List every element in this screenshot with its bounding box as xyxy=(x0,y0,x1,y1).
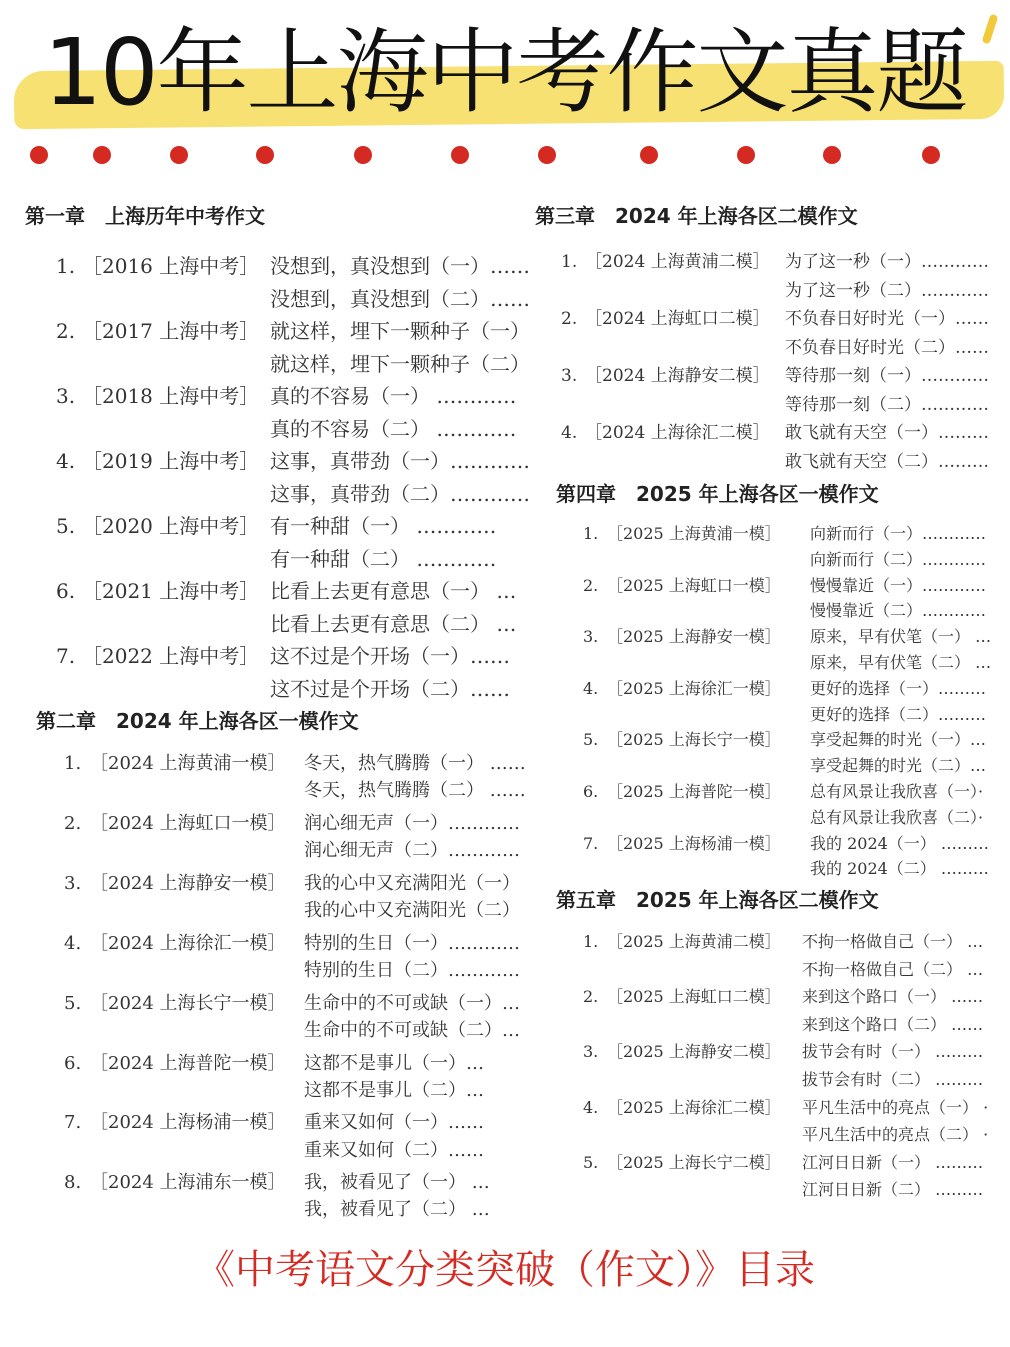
entry-source: ［2024 上海黄浦一模］ xyxy=(90,753,286,774)
chapter-heading xyxy=(25,202,265,230)
essay-title-1: 不拘一格做自己（一） … xyxy=(802,932,984,951)
toc-entry[interactable] xyxy=(583,1149,1005,1204)
essay-title-1: 来到这个路口（一） …… xyxy=(802,987,984,1007)
entry-number: 2. xyxy=(583,575,599,595)
essay-title-1: 这都不是事儿（一）… xyxy=(304,1052,484,1074)
entry-number: 1. xyxy=(64,753,82,774)
red-dot xyxy=(640,146,658,164)
entry-source: ［2025 上海黄浦二模］ xyxy=(607,932,781,951)
entry-number: 3. xyxy=(561,366,578,386)
essay-title-2: 更好的选择（二）……… xyxy=(810,704,987,724)
entry-number: 2. xyxy=(583,987,599,1007)
essay-title-1: 有一种甜（一） ………… xyxy=(270,514,497,538)
entry-source: ［2025 上海徐汇二模］ xyxy=(607,1097,781,1117)
toc-entry[interactable] xyxy=(583,573,1005,625)
essay-title-2: 为了这一秒（二）………… xyxy=(785,280,989,301)
essay-title-2: 享受起舞的时光（二）… xyxy=(810,756,987,776)
entry-number: 3. xyxy=(583,1042,599,1062)
entry-number: 4. xyxy=(583,678,599,698)
essay-title-2: 真的不容易（二） ………… xyxy=(270,416,517,441)
entry-number: 1. xyxy=(583,524,599,543)
essay-title-1: 没想到，真没想到（一）…… xyxy=(270,254,530,278)
toc-entry[interactable] xyxy=(561,305,1005,362)
toc-entry[interactable] xyxy=(583,676,1005,728)
essay-title-2: 向新而行（二）………… xyxy=(810,549,987,569)
entry-number: 2. xyxy=(64,812,82,834)
entry-number: 3. xyxy=(56,384,76,408)
essay-title-2: 特别的生日（二）………… xyxy=(304,959,520,981)
essay-title-1: 平凡生活中的亮点（一） · xyxy=(802,1097,989,1117)
toc-entry[interactable] xyxy=(583,928,1005,983)
toc-entry[interactable] xyxy=(561,248,1005,305)
entry-number: 4. xyxy=(561,423,578,443)
entry-number: 6. xyxy=(56,579,76,603)
essay-title-1: 为了这一秒（一）………… xyxy=(785,252,989,272)
essay-title-2: 这不过是个开场（二）…… xyxy=(270,676,510,701)
red-dot xyxy=(354,146,372,164)
entry-source: ［2021 上海中考］ xyxy=(82,579,260,603)
essay-title-1: 拔节会有时（一） ……… xyxy=(802,1042,984,1062)
red-dot xyxy=(170,146,188,164)
chapter-heading xyxy=(556,886,879,914)
essay-title-2: 慢慢靠近（二）………… xyxy=(810,601,987,621)
entry-number: 5. xyxy=(583,1152,599,1172)
red-dot xyxy=(93,146,111,164)
chapter-label: 第五章 xyxy=(556,888,616,912)
entry-number: 1. xyxy=(583,932,599,951)
entry-source: ［2019 上海中考］ xyxy=(82,449,260,473)
essay-title-2: 不拘一格做自己（二） … xyxy=(802,959,984,979)
essay-title-2: 拔节会有时（二） ……… xyxy=(802,1069,984,1089)
entry-source: ［2024 上海杨浦一模］ xyxy=(90,1112,286,1134)
essay-title-2: 润心细无声（二）………… xyxy=(304,840,520,862)
toc-entry[interactable] xyxy=(583,1094,1005,1149)
essay-title-2: 我，被看见了（二） … xyxy=(304,1199,490,1221)
essay-title-1: 润心细无声（一）………… xyxy=(304,812,520,834)
entry-source: ［2022 上海中考］ xyxy=(82,644,260,668)
entry-number: 4. xyxy=(583,1097,599,1117)
entry-source: ［2024 上海虹口二模］ xyxy=(585,309,770,329)
entry-source: ［2024 上海黄浦二模］ xyxy=(585,252,770,272)
essay-title-1: 江河日日新（一） ……… xyxy=(802,1152,984,1172)
entry-source: ［2025 上海静安一模］ xyxy=(607,627,781,647)
entry-number: 7. xyxy=(64,1112,82,1134)
footer-caption: 《中考语文分类突破（作文）》目录 xyxy=(195,1247,815,1293)
entry-number: 3. xyxy=(583,627,599,647)
entry-source: ［2025 上海虹口一模］ xyxy=(607,575,781,595)
toc-entry[interactable] xyxy=(583,983,1005,1038)
essay-title-2: 这都不是事儿（二）… xyxy=(304,1079,484,1101)
essay-title-1: 这事，真带劲（一）………… xyxy=(270,449,530,473)
red-dot xyxy=(538,146,556,164)
header xyxy=(0,0,1010,180)
toc-entry[interactable] xyxy=(583,521,1005,573)
entry-source: ［2024 上海静安一模］ xyxy=(90,872,286,894)
essay-title-1: 敢飞就有天空（一）……… xyxy=(785,423,989,443)
entry-source: ［2016 上海中考］ xyxy=(82,254,260,278)
essay-title-2: 就这样，埋下一颗种子（二） xyxy=(270,351,530,376)
entry-number: 4. xyxy=(56,449,76,473)
entry-number: 1. xyxy=(56,254,76,278)
essay-title-1: 不负春日好时光（一）…… xyxy=(785,309,989,329)
essay-title-1: 享受起舞的时光（一）… xyxy=(810,730,987,750)
essay-title-1: 原来，早有伏笔（一） … xyxy=(810,627,992,647)
toc-entry[interactable] xyxy=(583,624,1005,676)
red-dot-row xyxy=(30,146,960,166)
toc-entry[interactable] xyxy=(583,1038,1005,1093)
entry-source: ［2025 上海黄浦一模］ xyxy=(607,524,781,543)
page-title: 10年上海中考作文真题 xyxy=(43,19,967,126)
essay-title-2: 我的心中又充满阳光（二） xyxy=(304,899,520,921)
toc-entry[interactable] xyxy=(583,831,1005,883)
red-dot xyxy=(823,146,841,164)
essay-title-1: 生命中的不可或缺（一）… xyxy=(304,992,520,1014)
red-dot xyxy=(256,146,274,164)
entry-source: ［2025 上海长宁一模］ xyxy=(607,730,781,750)
red-dot xyxy=(451,146,469,164)
chapter-label: 第四章 xyxy=(556,482,616,506)
chapter-label: 第一章 xyxy=(25,204,85,228)
chapter-title: 上海历年中考作文 xyxy=(105,204,265,228)
entry-number: 7. xyxy=(56,644,76,668)
essay-title-2: 比看上去更有意思（二） … xyxy=(270,611,517,636)
essay-title-2: 原来，早有伏笔（二） … xyxy=(810,652,992,672)
essay-title-1: 冬天，热气腾腾（一） …… xyxy=(304,753,526,774)
entry-source: ［2020 上海中考］ xyxy=(82,514,260,538)
toc-entry[interactable] xyxy=(583,727,1005,779)
essay-title-2: 有一种甜（二） ………… xyxy=(270,546,497,571)
entry-number: 3. xyxy=(64,872,82,894)
chapter-title: 2025 年上海各区一模作文 xyxy=(636,482,879,506)
chapter-label: 第三章 xyxy=(535,204,595,228)
essay-title-1: 比看上去更有意思（一） … xyxy=(270,579,517,603)
essay-title-1: 总有风景让我欣喜（一）· xyxy=(810,782,984,801)
chapter-heading xyxy=(556,480,879,508)
essay-title-2: 江河日日新（二） ……… xyxy=(802,1180,984,1200)
chapter-label: 第二章 xyxy=(36,709,96,733)
essay-title-1: 这不过是个开场（一）…… xyxy=(270,644,510,668)
chapter-title: 2025 年上海各区二模作文 xyxy=(636,888,879,912)
essay-title-1: 更好的选择（一）……… xyxy=(810,678,987,698)
essay-title-1: 等待那一刻（一）………… xyxy=(785,366,989,386)
chapter-heading xyxy=(36,707,359,735)
entry-number: 2. xyxy=(56,319,76,343)
entry-source: ［2025 上海徐汇一模］ xyxy=(607,678,781,698)
essay-title-1: 特别的生日（一）………… xyxy=(304,932,520,954)
essay-title-2: 生命中的不可或缺（二）… xyxy=(304,1019,520,1041)
essay-title-2: 不负春日好时光（二）…… xyxy=(785,337,989,358)
essay-title-2: 平凡生活中的亮点（二） · xyxy=(802,1125,989,1145)
red-dot xyxy=(737,146,755,164)
entry-source: ［2024 上海长宁一模］ xyxy=(90,992,286,1014)
red-dot xyxy=(30,146,48,164)
entry-source: ［2025 上海杨浦一模］ xyxy=(607,833,781,853)
essay-title-2: 敢飞就有天空（二）……… xyxy=(785,451,989,472)
entry-number: 8. xyxy=(64,1172,82,1194)
chapter-title: 2024 年上海各区一模作文 xyxy=(116,709,359,733)
entry-source: ［2025 上海静安二模］ xyxy=(607,1042,781,1062)
essay-title-2: 重来又如何（二）…… xyxy=(304,1139,484,1161)
entry-source: ［2017 上海中考］ xyxy=(82,319,260,343)
essay-title-1: 我的 2024（一） ……… xyxy=(810,833,989,853)
entry-source: ［2024 上海虹口一模］ xyxy=(90,812,286,834)
entry-number: 2. xyxy=(561,309,578,329)
entry-number: 6. xyxy=(64,1052,82,1074)
entry-number: 5. xyxy=(583,730,599,750)
entry-source: ［2024 上海徐汇二模］ xyxy=(585,423,770,443)
essay-title-1: 慢慢靠近（一）………… xyxy=(810,575,987,595)
essay-title-2: 等待那一刻（二）………… xyxy=(785,394,989,415)
essay-title-1: 就这样，埋下一颗种子（一） xyxy=(270,319,530,343)
entry-source: ［2024 上海浦东一模］ xyxy=(90,1172,286,1194)
entry-number: 1. xyxy=(561,252,578,272)
essay-title-1: 我，被看见了（一） … xyxy=(304,1172,490,1194)
essay-title-2: 总有风景让我欣喜（二）· xyxy=(810,807,984,827)
chapter-title: 2024 年上海各区二模作文 xyxy=(615,204,858,228)
entry-number: 4. xyxy=(64,932,82,954)
essay-title-1: 向新而行（一）………… xyxy=(810,524,987,543)
red-dot xyxy=(922,146,940,164)
essay-title-1: 我的心中又充满阳光（一） xyxy=(304,872,520,894)
entry-source: ［2018 上海中考］ xyxy=(82,384,260,408)
toc-entry[interactable] xyxy=(583,779,1005,831)
entry-number: 7. xyxy=(583,833,599,853)
entry-source: ［2025 上海普陀一模］ xyxy=(607,782,781,801)
toc-entry[interactable] xyxy=(561,419,1005,476)
essay-title-1: 真的不容易（一） ………… xyxy=(270,384,517,408)
entry-source: ［2024 上海静安二模］ xyxy=(585,366,770,386)
essay-title-2: 冬天，热气腾腾（二） …… xyxy=(304,780,526,802)
essay-title-2: 没想到，真没想到（二）…… xyxy=(270,286,530,311)
toc-entry[interactable] xyxy=(561,362,1005,419)
entry-source: ［2024 上海普陀一模］ xyxy=(90,1052,286,1074)
entry-number: 6. xyxy=(583,782,599,801)
entry-source: ［2025 上海虹口二模］ xyxy=(607,987,781,1007)
essay-title-2: 这事，真带劲（二）………… xyxy=(270,481,530,506)
entry-source: ［2025 上海长宁二模］ xyxy=(607,1152,781,1172)
essay-title-2: 来到这个路口（二） …… xyxy=(802,1014,984,1034)
entry-number: 5. xyxy=(56,514,76,538)
essay-title-1: 重来又如何（一）…… xyxy=(304,1112,484,1134)
chapter-heading xyxy=(535,202,858,230)
essay-title-2: 我的 2024（二） ……… xyxy=(810,859,989,879)
entry-source: ［2024 上海徐汇一模］ xyxy=(90,932,286,954)
entry-number: 5. xyxy=(64,992,82,1014)
